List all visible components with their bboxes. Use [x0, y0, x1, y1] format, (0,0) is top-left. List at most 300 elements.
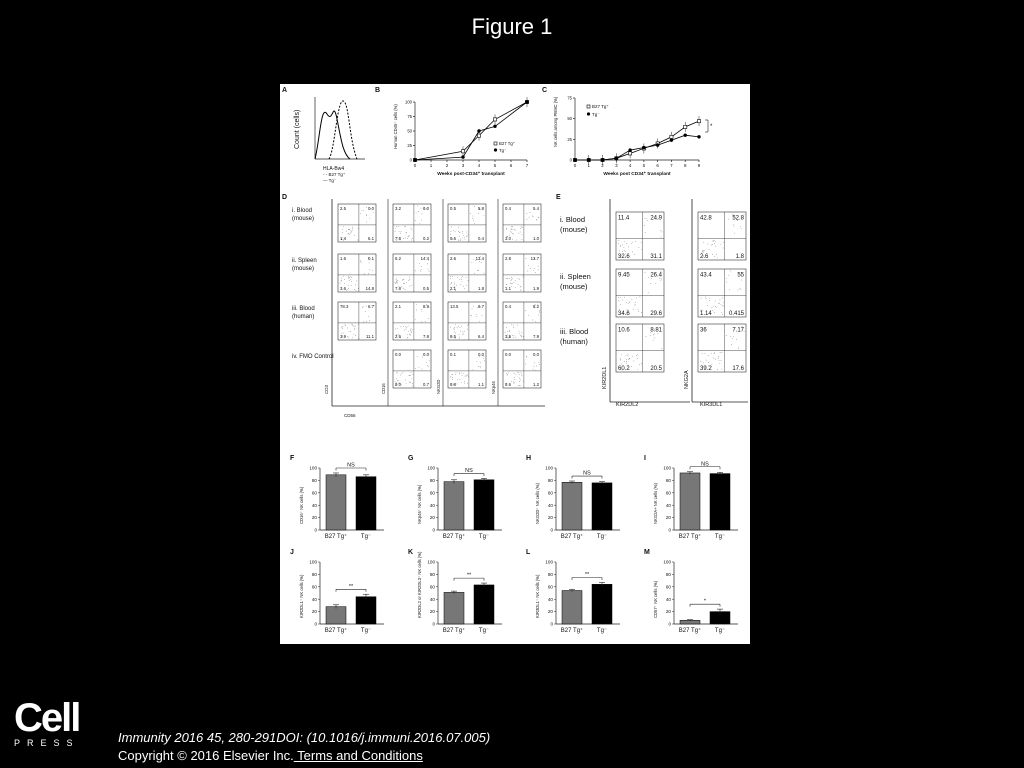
panelJ-sig-label: **: [348, 583, 354, 590]
panelE-right-r2-dots: [712, 364, 713, 365]
panelE-right-r2-dots: [726, 335, 727, 336]
panelD-r0-c0-dots: [343, 226, 344, 227]
panelD-r3-c3-dots: [533, 369, 534, 370]
cell-press-logo: [14, 696, 84, 750]
panelD-r1-c0-dots: [348, 278, 349, 279]
panelD-r0-c2-dots: [464, 237, 465, 238]
panelD-r1-c1-dots: [403, 288, 404, 289]
panelE-right-r0-dots: [703, 251, 704, 252]
slide-title: Figure 1: [471, 14, 553, 39]
panelD-r1-c0-dots: [349, 277, 350, 278]
panelD-r1-c0-dots: [347, 289, 348, 290]
panelD-r2-c0-dots: [363, 306, 364, 307]
panelD-r0-c1-dots: [395, 228, 396, 229]
panelD-r2-c3-dots: [517, 325, 518, 326]
panelE-right-r2-q-ll: 39.2: [700, 366, 712, 372]
panelD-r2-c0-dots: [353, 325, 354, 326]
panelD-r1-c2-dots: [452, 276, 453, 277]
panelD-r2-c2-dots: [459, 338, 460, 339]
panelD-r3-c3-dots: [519, 385, 520, 386]
panelE-left-r2-dots: [620, 358, 621, 359]
panelD-r1-c2-dots: [468, 280, 469, 281]
panelD-r0-c0-dots: [373, 212, 374, 213]
panelB-marker-tg-neg: [477, 129, 480, 132]
panelD-r1-c1-q-lr: 0.5: [423, 286, 429, 291]
panel-letter-G: G: [408, 455, 414, 462]
panelE-left-r0-dots: [662, 232, 663, 233]
panelD-r2-c2-q-ur: 9.7: [478, 303, 484, 309]
panelJ-ytick-label: 80: [311, 572, 317, 577]
panelD-r0-c0-dots: [342, 232, 343, 233]
panel-letter-A: A: [282, 87, 288, 94]
panelD-r3-c3-dots: [539, 364, 540, 365]
panelE-right-r0-dots: [741, 228, 742, 229]
panelK-bar-0: [444, 592, 464, 624]
panelE-left-r0-dots: [625, 251, 626, 252]
panelD-r0-c0-dots: [346, 231, 347, 232]
panelE-left-r0-dots: [661, 237, 662, 238]
panelE-left-r1-dots: [626, 302, 627, 303]
panelE-left-r1-dots: [624, 297, 625, 298]
panelH-sig-label: NS: [583, 470, 591, 477]
panelD-r1-c2-dots: [472, 262, 473, 263]
panelA-histogram-tg-neg: [315, 111, 350, 159]
panelD-r2-c0-dots: [345, 325, 346, 326]
panelD-r0-c2-dots: [466, 232, 467, 233]
panelH-ylabel: NKG2D⁺ NK cells (%): [535, 483, 540, 524]
panelC-xtick-label: 8: [683, 163, 687, 168]
panelK-ytick-label: 40: [429, 596, 435, 602]
panelD-r1-c3-dots: [511, 283, 512, 284]
panelD-r2-c3-dots: [513, 327, 514, 328]
panelD-r1-c0-dots: [370, 269, 371, 270]
panelE-left-r0-dots: [641, 242, 642, 243]
panelC-ytick-label: 50: [567, 116, 572, 122]
panelE-right-r1-dots: [715, 301, 716, 302]
panelD-r2-c3-dots: [506, 327, 507, 328]
panelD-r2-c0-dots: [342, 326, 343, 327]
panelD-r1-c3-dots: [528, 265, 529, 266]
panelE-right-r0-dots: [704, 251, 705, 252]
panelE-left-r2-dots: [620, 360, 621, 361]
panelD-r0-c2-dots: [459, 240, 460, 241]
panelD-r2-c1-dots: [406, 329, 407, 330]
panelD-r0-c2-dots: [458, 227, 459, 228]
panelD-r2-c1-dots: [421, 322, 422, 323]
panelB-xtick-label: 6: [509, 163, 513, 168]
panelD-r3-c3-dots: [526, 356, 527, 357]
panelE-left-r0-dots: [646, 218, 647, 219]
panelD-r2-c0-dots: [368, 316, 369, 317]
panelD-r0-c0-dots: [349, 229, 350, 230]
panelE-left-r2-dots: [662, 348, 663, 349]
panelE-left-r0-dots: [622, 245, 623, 246]
panelD-r1-c1-dots: [406, 282, 407, 283]
panelD-r0-c0-dots: [349, 229, 350, 230]
panelD-r2-c2-dots: [476, 314, 477, 315]
panelD-r0-c2-q-lr: 0.4: [478, 236, 484, 241]
panelD-r0-c0-dots: [360, 213, 361, 214]
panelB-ytick-label: 50: [407, 128, 412, 134]
panelD-r2-c3-dots: [528, 315, 529, 316]
panelD-r1-c1-q-ll: 7.6: [395, 286, 401, 291]
panelD-r1-c2-dots: [478, 270, 479, 271]
panelD-r0-c1-dots: [409, 235, 410, 236]
panelD-r0-c2-dots: [474, 206, 475, 207]
panelD-r1-c1-dots: [409, 279, 410, 280]
panelE-axis-KIR2DL1: KIR2DL1: [602, 366, 608, 389]
panelD-r0-c2-dots: [478, 213, 479, 214]
panelD-r3-c1-dots: [409, 375, 410, 376]
panelD-r1-c1-dots: [419, 263, 420, 264]
panelL-ytick-label: 40: [547, 596, 553, 602]
panelM-ytick-label: 20: [665, 609, 671, 615]
panelB-ytick-label: 25: [407, 143, 412, 148]
panelD-r2-c0-q-ll: 3.9: [340, 334, 346, 339]
panelD-r3-c2-dots: [460, 379, 461, 380]
panelD-r3-c3-dots: [536, 366, 537, 367]
panelD-r0-c1-dots: [417, 206, 418, 207]
panelE-right-r1-dots: [740, 288, 741, 289]
panelI-category-1: Tg⁻: [714, 534, 726, 540]
panelD-r0-c2-dots: [458, 231, 459, 232]
panelE-right-r2-dots: [708, 362, 709, 363]
panelD-r1-c0-dots: [348, 276, 349, 277]
panelC-legend-tg-neg: Tg⁻: [592, 112, 600, 117]
panelD-r0-c3-dots: [514, 229, 515, 230]
panelD-r3-c2-q-lr: 1.1: [478, 382, 484, 387]
panelE-left-r2-dots: [646, 336, 647, 337]
press-logo-word: PRESS: [14, 738, 80, 748]
panelD-r2-c0-dots: [354, 329, 355, 330]
panelB-ylabel: Human CD45⁺ cells (%): [393, 104, 398, 149]
panelD-r3-c2-dots: [459, 372, 460, 373]
panelD-r2-c1-dots: [395, 329, 396, 330]
panelD-r0-c2-dots: [451, 227, 452, 228]
panelD-r1-c3-dots: [534, 268, 535, 269]
panelE-left-r1-dots: [638, 311, 639, 312]
panelG-category-1: Tg⁻: [478, 534, 490, 540]
panelD-r0-c1-dots: [405, 226, 406, 227]
panelD-r0-c3-dots: [527, 219, 528, 220]
panelD-r2-c0-dots: [355, 335, 356, 336]
panelD-r0-c2-dots: [459, 236, 460, 237]
panelD-r1-c3-dots: [538, 269, 539, 270]
panelD-r1-c1-dots: [397, 280, 398, 281]
panelD-r0-c3-dots: [536, 219, 537, 220]
panelE-right-r2-dots: [700, 361, 701, 362]
panelH-ytick-label: 20: [547, 515, 553, 521]
panelD-r1-c2-dots: [454, 284, 455, 285]
panelC-marker-tg-neg: [615, 157, 618, 160]
panelD-r0-c3-dots: [522, 234, 523, 235]
figure-svg: [280, 84, 750, 644]
panelD-r3-c3-q-ll: 8.6: [505, 382, 511, 387]
panelD-r2-c1-dots: [411, 332, 412, 333]
panelE-left-r1-dots: [618, 301, 619, 302]
panelL-ytick-label: 60: [547, 584, 553, 590]
panelE-left-r1-dots: [661, 271, 662, 272]
panelE-row-label-sub: (mouse): [560, 282, 588, 291]
panelI-ytick-label: 20: [665, 515, 671, 521]
panelE-right-r2-dots: [732, 338, 733, 339]
panel-letter-J: J: [290, 549, 294, 556]
panelD-r0-c0-dots: [342, 229, 343, 230]
panelF-category-1: Tg⁻: [360, 534, 372, 540]
panelD-r1-c0-dots: [361, 262, 362, 263]
panelD-r0-c2-dots: [465, 239, 466, 240]
panelD-r0-c3-q-ul: 0.4: [505, 205, 511, 211]
panelD-r3-c3-dots: [507, 374, 508, 375]
panelD-r0-c3-dots: [522, 239, 523, 240]
panelE-right-r2-dots: [708, 355, 709, 356]
panelE-right-r0-dots: [712, 254, 713, 255]
panelD-r2-c2-dots: [457, 327, 458, 328]
panelD-r0-c1-dots: [421, 220, 422, 221]
panelL-ytick-label: 80: [547, 572, 553, 577]
panelM-ytick-label: 0: [668, 621, 671, 627]
panelD-r1-c0-q-ul: 1.6: [340, 255, 346, 261]
panelG-ytick-label: 60: [429, 490, 435, 496]
panelL-ylabel: KIR3DL1⁺ NK cells (%): [535, 574, 540, 618]
panelC-marker-tg-neg: [670, 138, 673, 141]
panelB-marker-tg-neg: [493, 125, 496, 128]
panelD-r3-c1-dots: [429, 360, 430, 361]
panelC-marker-tg-neg: [656, 143, 659, 146]
panelD-r0-c1-dots: [396, 226, 397, 227]
panelD-r0-c3-dots: [516, 240, 517, 241]
panelD-r0-c1-dots: [418, 211, 419, 212]
panelD-r2-c2-q-ul: 13.5: [450, 303, 459, 309]
panelD-r2-c1-dots: [409, 334, 410, 335]
panelD-row-label-sub: (human): [292, 314, 315, 320]
panelD-r1-c3-dots: [512, 278, 513, 279]
panelD-r3-c3-dots: [514, 379, 515, 380]
panelJ-ytick-label: 0: [314, 621, 317, 627]
panelE-left-r1-dots: [641, 312, 642, 313]
panelD-r1-c2-dots: [461, 277, 462, 278]
panelD-r3-c1-dots: [409, 375, 410, 376]
panelD-r3-c2-dots: [461, 382, 462, 383]
panelD-r1-c2-dots: [457, 277, 458, 278]
panelD-r2-c0-q-ul: 78.3: [340, 303, 349, 309]
panelE-right-r1-dots: [741, 289, 742, 290]
panelD-r2-c3-dots: [519, 333, 520, 334]
panelE-left-r2-dots: [637, 354, 638, 355]
panelD-r2-c3-dots: [535, 321, 536, 322]
panelD-r1-c1-dots: [429, 271, 430, 272]
panelF-ytick-label: 80: [311, 478, 317, 483]
panelD-r0-c0-q-ur: 0.0: [368, 205, 374, 211]
panelF-bar-1: [356, 477, 376, 530]
panelD-r3-c2-q-ll: 8.8: [450, 382, 456, 387]
panelF-ytick-label: 20: [311, 515, 317, 521]
terms-and-conditions-link[interactable]: Terms and Conditions: [293, 748, 423, 763]
panelE-right-r2-dots: [736, 339, 737, 340]
panelE-left-r2-dots: [641, 363, 642, 364]
panelE-right-r2-dots: [705, 353, 706, 354]
panelD-r0-c2-dots: [484, 215, 485, 216]
panelD-r1-c1-dots: [395, 282, 396, 283]
panelD-r0-c3-dots: [512, 229, 513, 230]
panelD-r1-c0-dots: [340, 283, 341, 284]
panelD-r2-c2-dots: [477, 316, 478, 317]
panelD-r1-c1-dots: [397, 280, 398, 281]
panelI-ytick-label: 100: [663, 465, 671, 471]
panelC-annotation: *: [710, 124, 713, 130]
panelD-r1-c3-q-lr: 1.9: [533, 286, 539, 291]
copyright-text: Copyright © 2016 Elsevier Inc.: [118, 748, 294, 763]
panelC-legend-tg-pos: B27 Tg⁺: [592, 104, 609, 109]
panelK-ytick-label: 60: [429, 584, 435, 590]
panelD-r0-c2-dots: [467, 235, 468, 236]
panelD-r1-c0-dots: [355, 285, 356, 286]
panelB-marker-tg-pos: [477, 134, 480, 137]
panelE-right-r1-dots: [716, 307, 717, 308]
panelD-r1-c2-dots: [474, 273, 475, 274]
panelD-axis-CD16: CD16: [381, 383, 386, 394]
panelD-r0-c0-dots: [351, 231, 352, 232]
panelD-r1-c1-dots: [405, 289, 406, 290]
panelE-left-r2-dots: [653, 340, 654, 341]
panelD-r0-c2-dots: [450, 234, 451, 235]
panelD-r3-c2-dots: [459, 374, 460, 375]
panelE-right-r2-q-lr: 17.6: [732, 366, 744, 372]
panelD-r1-c2-dots: [450, 278, 451, 279]
panelD-r2-c3-dots: [509, 331, 510, 332]
panelI-bar-1: [710, 474, 730, 530]
panelD-r1-c3-dots: [535, 272, 536, 273]
panelD-r0-c1-dots: [415, 220, 416, 221]
panelD-r2-c1-dots: [405, 326, 406, 327]
panelE-left-r2-dots: [637, 369, 638, 370]
panelD-r1-c2-dots: [450, 276, 451, 277]
panelD-r0-c2-q-ll: 0.6: [450, 236, 456, 241]
panelE-right-r2-dots: [717, 369, 718, 370]
panelD-r2-c3-dots: [516, 337, 517, 338]
panelC-series-line-1: [575, 135, 699, 160]
panelD-r0-c0-dots: [352, 227, 353, 228]
panelD-r2-c1-dots: [412, 330, 413, 331]
panelI-ytick-label: 60: [665, 490, 671, 496]
panelD-r0-c1-q-ur: 6.0: [423, 205, 429, 211]
panelD-r3-c3-dots: [534, 366, 535, 367]
panelD-r0-c1-dots: [400, 233, 401, 234]
panelD-r1-c0-dots: [350, 276, 351, 277]
panelL-category-0: B27 Tg⁺: [560, 628, 584, 634]
panelE-row-label: iii. Blood: [560, 327, 589, 336]
panelD-r0-c1-dots: [401, 231, 402, 232]
panelD-r1-c3-dots: [518, 278, 519, 279]
panelB-marker-tg-neg: [461, 155, 464, 158]
panelD-r0-c3-dots: [539, 217, 540, 218]
panelD-r1-c2-dots: [463, 286, 464, 287]
panelB-xlabel: Weeks post-CD34⁺ transplant: [437, 172, 505, 177]
panelE-left-r1-dots: [645, 272, 646, 273]
panelD-r1-c1-q-ur: 14.4: [420, 255, 429, 261]
panelE-right-r0-dots: [715, 241, 716, 242]
panelB-marker-tg-pos: [461, 150, 464, 153]
panelD-r1-c1-dots: [409, 286, 410, 287]
panelE-left-r1-dots: [620, 305, 621, 306]
panelD-r0-c3-q-ll: 3.0: [505, 236, 511, 241]
panelD-r3-c1-dots: [415, 368, 416, 369]
panelD-r3-c1-dots: [400, 375, 401, 376]
panelB-ytick-label: 0: [409, 157, 412, 163]
panelD-r2-c2-dots: [453, 328, 454, 329]
panelD-r1-c3-dots: [510, 283, 511, 284]
panelD-r0-c1-dots: [403, 238, 404, 239]
panelD-r0-c3-dots: [510, 231, 511, 232]
panelC-marker-tg-neg: [573, 158, 576, 161]
panelE-left-r0-dots: [624, 241, 625, 242]
panelE-right-r1-dots: [721, 312, 722, 313]
panelD-r3-c3-dots: [525, 364, 526, 365]
panelD-r3-c3-q-ul: 0.0: [505, 351, 511, 357]
panelE-left-r1-dots: [655, 283, 656, 284]
panelD-r0-c3-dots: [512, 226, 513, 227]
panelE-right-r2-dots: [738, 348, 739, 349]
panelM-category-0: B27 Tg⁺: [678, 628, 702, 634]
panelE-left-r0-dots: [620, 245, 621, 246]
panelD-r1-c3-dots: [511, 279, 512, 280]
panelD-r3-c1-q-ul: 0.0: [395, 351, 401, 357]
panelE-right-r0-dots: [716, 254, 717, 255]
panelD-r3-c1-dots: [428, 366, 429, 367]
panelE-right-r1-dots: [738, 290, 739, 291]
panelD-r3-c2-dots: [464, 381, 465, 382]
panelF-ytick-label: 100: [309, 465, 317, 471]
panelD-r3-c2-dots: [478, 366, 479, 367]
panelI-category-0: B27 Tg⁺: [678, 534, 702, 540]
panelD-r0-c0-dots: [348, 233, 349, 234]
panelD-r3-c2-dots: [464, 373, 465, 374]
panelE-axis-KIR3DL1: KIR3DL1: [700, 402, 723, 408]
panelD-r0-c3-dots: [511, 228, 512, 229]
panelD-r2-c3-dots: [523, 336, 524, 337]
panelL-bar-0: [562, 591, 582, 624]
panelD-r2-c1-dots: [428, 318, 429, 319]
panelD-r0-c2-dots: [453, 230, 454, 231]
panelD-r2-c0-dots: [349, 331, 350, 332]
panelC-ytick-label: 0: [569, 157, 572, 163]
panelB-xtick-label: 3: [461, 163, 465, 168]
panelD-r2-c1-dots: [416, 304, 417, 305]
panelC-marker-tg-neg: [587, 158, 590, 161]
panelA-xlabel: HLA-Bw4: [323, 166, 345, 172]
panelD-r1-c0-dots: [341, 281, 342, 282]
panelD-r0-c1-dots: [411, 240, 412, 241]
panelD-r2-c3-dots: [523, 324, 524, 325]
panelD-r0-c2-dots: [462, 233, 463, 234]
panelD-r2-c3-dots: [538, 315, 539, 316]
panelM-ylabel: CD57⁺ NK cells (%): [653, 580, 658, 618]
panelD-r3-c2-dots: [462, 375, 463, 376]
panelC-ylabel: NK cells among PBMC (%): [553, 96, 558, 147]
panelD-r1-c3-q-ur: 13.7: [530, 255, 539, 261]
panelE-right-r1-dots: [710, 298, 711, 299]
panelD-r2-c2-dots: [455, 324, 456, 325]
panelE-left-r0-dots: [641, 249, 642, 250]
panelD-r2-c2-dots: [473, 306, 474, 307]
panelJ-ytick-label: 100: [309, 559, 317, 565]
panelE-row-label-sub: (mouse): [560, 225, 588, 234]
panelD-r0-c1-dots: [408, 236, 409, 237]
panelD-r1-c3-dots: [521, 289, 522, 290]
panelE-left-r0-dots: [639, 247, 640, 248]
panelD-r3-c3-dots: [538, 362, 539, 363]
panelD-r2-c1-dots: [406, 327, 407, 328]
